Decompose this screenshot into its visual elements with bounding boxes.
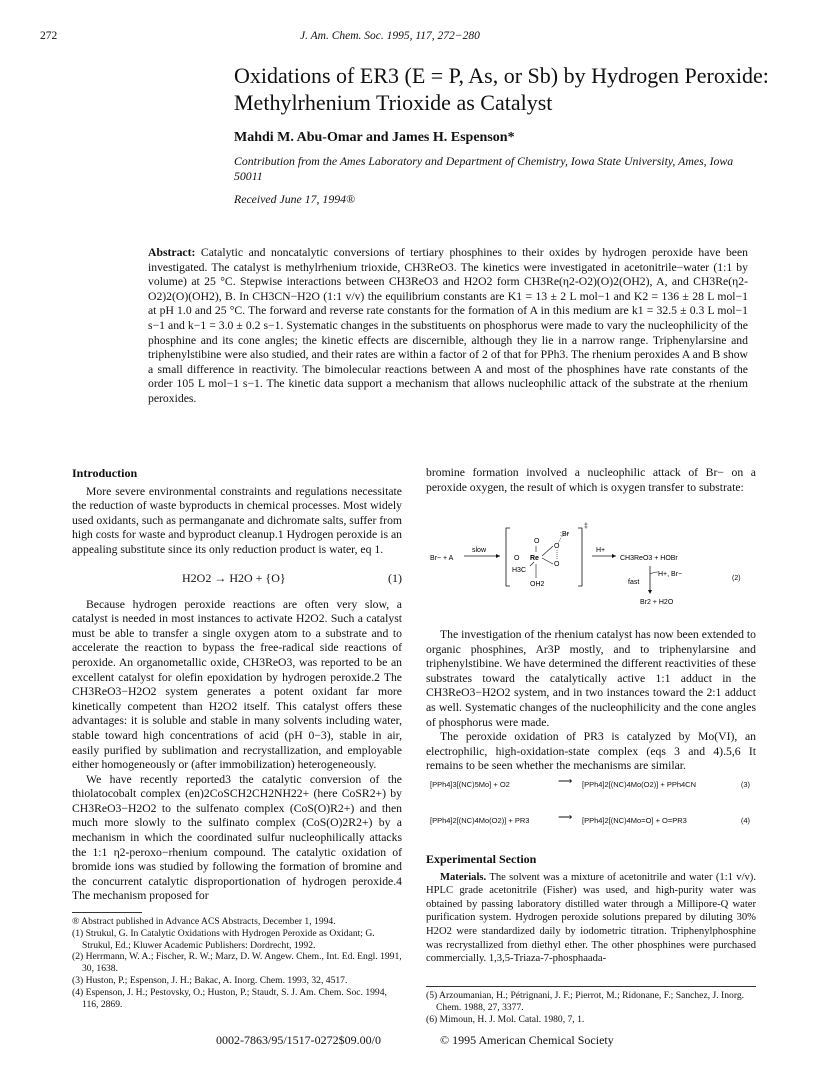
bromine-paragraph: bromine formation involved a nucleophilic attack of Br− on a peroxide oxygen, the result of which is oxygen transfer to substrate:: [426, 466, 756, 494]
equation-1-body: H2O2 → H2O + {O}: [182, 570, 286, 585]
eq4-number: (4): [740, 816, 750, 825]
left-footnotes: [72, 916, 402, 1010]
introduction-heading: Introduction: [72, 466, 138, 480]
right-column-middle: [426, 628, 756, 774]
abstract-label: Abstract:: [148, 246, 196, 259]
scheme-equation-number: (2): [732, 575, 741, 582]
peroxo-oxygen: O: [554, 543, 560, 550]
eq3-reactants: [PPh4]3[(NC)5Mo] + O2: [430, 780, 510, 789]
eq3-number: (3): [740, 780, 750, 789]
footnote: (5) Arzoumanian, H.; Pétrignani, J. F.; Pierrot, M.; Ridonane, F.; Sanchez, J. Inorg. Chem. 1988, 27, 3377.: [426, 990, 745, 1013]
aqua-ligand: OH2: [530, 581, 545, 588]
intro-paragraph-1: More severe environmental constraints and regulations necessitate the reduction of waste byproducts in chemical processes. Most widely used oxidants, such as permanganate and dichromate salts, suffer from high costs for waste and byproduct cleanup.1 Hydrogen peroxide is an appealing substitute since its only reduction product is water, eq 1.: [72, 484, 402, 556]
footnote: (4) Espenson, J. H.; Pestovsky, O.; Huston, P.; Staudt, S. J. Am. Chem. Soc. 1994, 116, 2869.: [72, 986, 387, 1010]
rhenium-atom: Re: [530, 555, 539, 562]
footnote: (2) Herrmann, W. A.; Fischer, R. W.; Marz, D. W. Angew. Chem., Int. Ed. Engl. 1991, 30, 1638.: [72, 951, 402, 975]
scheme-slow-label: slow: [472, 547, 487, 554]
footnote: ® Abstract published in Advance ACS Abstracts, December 1, 1994.: [72, 916, 336, 927]
reagent-hook: [650, 572, 658, 574]
molybdenum-paragraph: The peroxide oxidation of PR3 is catalyzed by Mo(VI), an electrophilic, high-oxidation-state complex (eqs 3 and 4).5,6 It remains to be seen whether the mechanisms are similar.: [426, 730, 756, 773]
right-bracket: [578, 528, 582, 586]
left-column: [72, 466, 402, 904]
scheme-final-products: Br2 + H2O: [640, 599, 674, 606]
eq3-arrow-icon: ⟶: [558, 776, 573, 787]
affiliation: Contribution from the Ames Laboratory and Department of Chemistry, Iowa State University, Ames, Iowa 50011: [234, 154, 734, 183]
scheme-fast-label: fast: [628, 579, 640, 586]
authors: Mahdi M. Abu-Omar and James H. Espenson*: [234, 130, 515, 145]
received-date: Received June 17, 1994®: [234, 192, 355, 206]
right-footnotes: [426, 990, 756, 1025]
copyright: © 1995 American Chemical Society: [440, 1033, 614, 1047]
equations-3-4: [426, 770, 756, 840]
eq4-products: [PPh4]2[(NC)4Mo=O] + O=PR3: [582, 816, 687, 825]
footnote: (1) Strukul, G. In Catalytic Oxidations with Hydrogen Peroxide as Oxidant; G. Strukul, Ed.; Kluwer Academic Publishers: Dordrecht, 1992.: [72, 927, 375, 951]
materials-text: The solvent was a mixture of acetonitrile and water (1:1 v/v). HPLC grade acetonitrile (Fisher) was used, and high-purity water was obtained by passing laboratory distilled water through a Millipore-Q water purification system. Hydrogen peroxide solutions prepared by diluting 30% H2O2 were standardized daily by iodometric titration. Triphenylphosphine was recrystallized from diethyl ether. The other phosphines were purchased commercially. 1,3,5-Triaza-7-phosphaada-: [426, 871, 756, 965]
methyl-group: H3C: [512, 567, 527, 574]
footnote-rule: [426, 986, 756, 987]
eq4-arrow-icon: ⟶: [558, 812, 573, 823]
scheme-reactants: Br− + A: [430, 555, 454, 562]
right-column-experimental: [426, 852, 756, 966]
oxo-atom: O: [514, 555, 520, 562]
transition-state-dagger: ‡: [584, 523, 588, 530]
article-code: 0002-7863/95/1517-0272$09.00/0: [216, 1033, 381, 1047]
scheme-proton-label: H+: [596, 547, 606, 554]
journal-citation: J. Am. Chem. Soc. 1995, 117, 272−280: [300, 30, 480, 42]
experimental-heading: Experimental Section: [426, 852, 537, 866]
investigation-paragraph: The investigation of the rhenium catalyst has now been extended to organic phosphines, Ar3P mostly, and to triphenylarsine and triphenylstibine. We have determined the different reactivities of these substrates toward the catalytically active 1:1 adduct in the CH3ReO3−H2O2 system, and in two instances toward the 2:1 adduct as well. Systematic changes of the nucleophilicity and the cone angles of phosphorus were made.: [426, 628, 756, 729]
re-o-bond: [542, 558, 553, 564]
footnote: (6) Mimoun, H. J. Mol. Catal. 1980, 7, 1.: [426, 1013, 585, 1025]
intro-paragraph-3: We have recently reported3 the catalytic conversion of the thiolatocobalt complex (en)2CoSCH2CH2NH22+ (here CoSR2+) by CH3ReO3−H2O2 to the sulfenato complex (CoS(O)R2+) and then much more slowly to the sulfinato complex (CoS(O)2R2+) by a mechanism in which the coordinated sulfur nucleophilically attacks the 1:1 η2-peroxo−rhenium compound. The catalytic oxidation of bromide ions was studied by following the formation of bromine and the concurrent catalytic disproportionation of hydrogen peroxide.4 The mechanism proposed for: [72, 772, 402, 903]
left-bracket: [506, 528, 510, 586]
re-o-bond: [542, 546, 553, 556]
scheme-2: [426, 508, 756, 608]
scheme-products: CH3ReO3 + HOBr: [620, 555, 678, 562]
materials-paragraph: [426, 871, 756, 966]
footnote: (3) Huston, P.; Espenson, J. H.; Bakac, A. Inorg. Chem. 1993, 32, 4517.: [72, 974, 348, 986]
article-title: Oxidations of ER3 (E = P, As, or Sb) by Hydrogen Peroxide: Methylrhenium Trioxide as Catalyst: [234, 63, 769, 115]
arrow-head-icon: [612, 554, 616, 558]
scheme-side-reagents: H+, Br−: [658, 571, 683, 578]
abstract-text: Catalytic and noncatalytic conversions of tertiary phosphines to their oxides by hydrogen peroxide have been investigated. The catalyst is methylrhenium trioxide, CH3ReO3. The kinetics were investigated in acetonitrile−water (1:1 by volume) at 25 °C. Stepwise interactions between CH3ReO3 and H2O2 form CH3Re(η2-O2)(O)2(OH2), A, and CH3Re(η2-O2)2(O)(OH2), B. In CH3CN−H2O (1:1 v/v) the equilibrium constants are K1 = 13 ± 2 L mol−1 and K2 = 136 ± 28 L mol−1 at pH 1.0 and 25 °C. The forward and reverse rate constants for the formation of A in this medium are k1 = 32.5 ± 0.3 L mol−1 s−1 and k−1 = 3.0 ± 0.2 s−1. Systematic changes in the substituents on phosphorus were made to vary the nucleophilicity of the phosphine and its cone angles; the kinetic effects are discernible, although they lie in a narrow range. Triphenylarsine and triphenylstibine were also studied, and their rates are within a factor of 2 of that for PPh3. The rhenium peroxides A and B show a small difference in reactivity. The bimolecular reactions between A and most of the phosphines have rate constants of the order 105 L mol−1 s−1. The kinetic data support a mechanism that allows nucleophilic attack of the substrate at the rhenium peroxides.: [148, 246, 749, 405]
abstract: [148, 246, 748, 407]
footnote-rule: [72, 912, 142, 913]
page-number: 272: [40, 30, 58, 42]
peroxo-oxygen: O: [554, 561, 560, 568]
arrow-head-icon: [496, 554, 500, 558]
eq4-reactants: [PPh4]2[(NC)4Mo(O2)] + PR3: [430, 816, 530, 825]
right-column-top: [426, 466, 756, 495]
equation-1-number: (1): [388, 570, 402, 585]
materials-label: Materials.: [440, 871, 487, 883]
equation-1: [72, 564, 402, 594]
bromide-label: :Br: [560, 531, 569, 538]
re-methyl-bond: [530, 562, 534, 566]
eq3-products: [PPh4]2[(NC)4Mo(O2)] + PPh4CN: [582, 780, 696, 789]
intro-paragraph-2: Because hydrogen peroxide reactions are often very slow, a catalyst is needed in most instances to activate H2O2. Such a catalyst must be able to transfer a single oxygen atom to a substrate and to accelerate the reaction to bypass the free-radical side reactions of peroxide. An organometallic oxide, CH3ReO3, was reported to be an excellent catalyst for olefin epoxidation by hydrogen peroxide.2 The CH3ReO3−H2O2 system generates a potent oxidant far more kinetically competent than H2O2 itself. This catalyst offers these advantages: it is soluble and stable in many solvents including water, stable toward high concentrations of acid (pH 0−3), stable in air, easily purified by sublimation and recrystallization, and employable either homogeneously or (after immobilization) heterogeneously.: [72, 597, 402, 772]
arrow-head-icon: [648, 590, 652, 594]
oxo-atom: O: [534, 538, 540, 545]
